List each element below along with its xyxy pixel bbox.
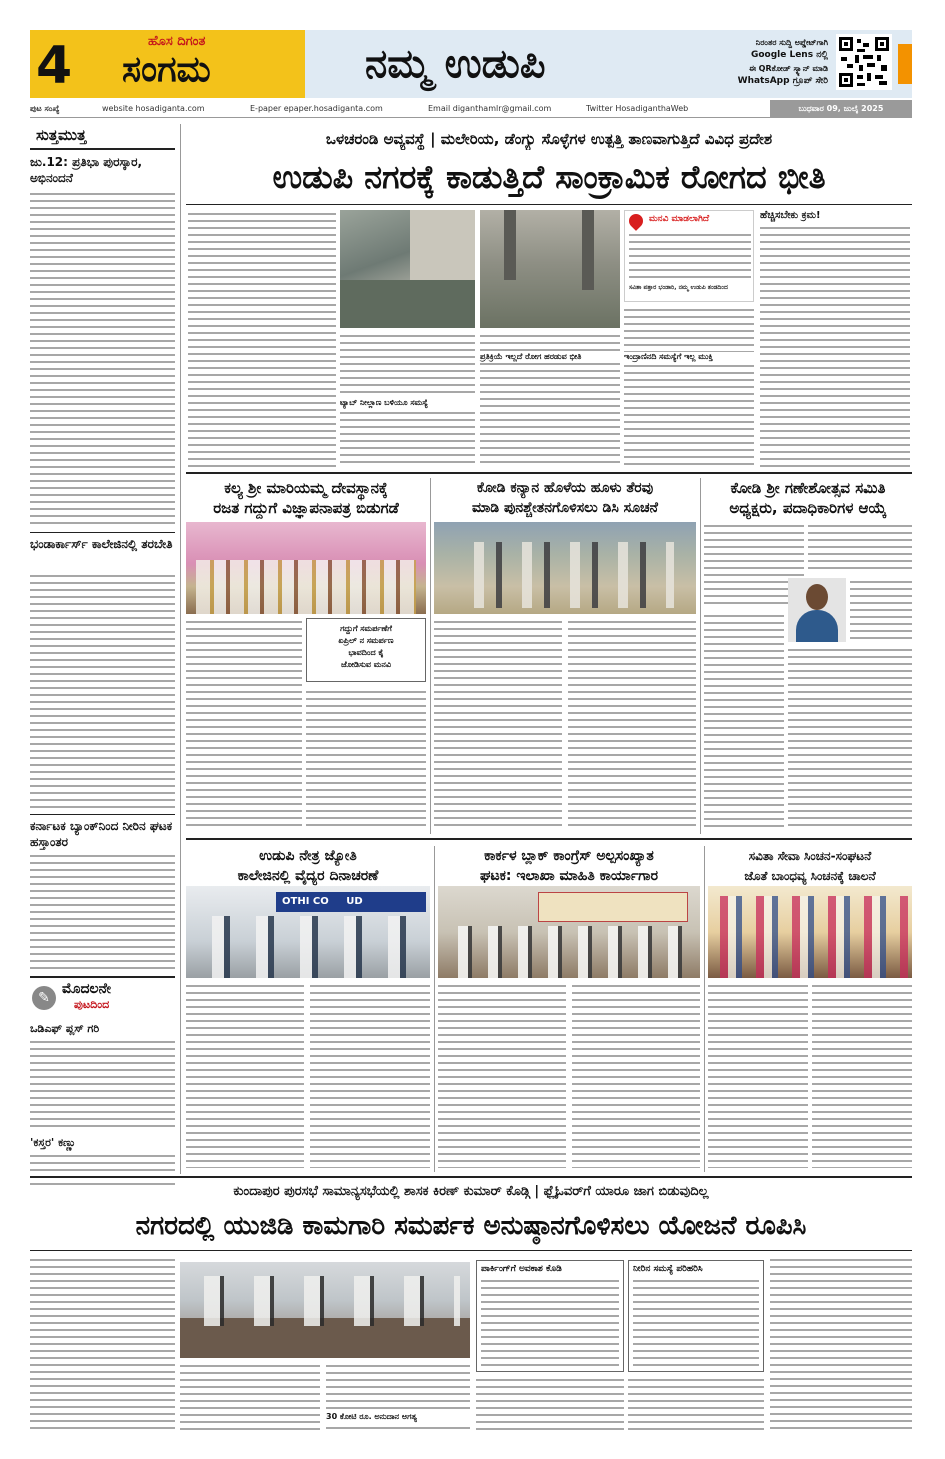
lower-story-2-body-b [572,982,700,1168]
bottom-body-col-3 [326,1362,470,1410]
portrait-head [806,584,828,610]
portrait-body [796,610,838,642]
bottom-body-col-3b [326,1424,470,1430]
column-body-1 [30,1038,175,1130]
sidebar-story-1-body [30,190,175,528]
mid-story-2-body-a [434,618,562,830]
mid-divider-1 [430,478,431,834]
mid-story-2-photo-people [454,542,674,608]
date-label: ಬುಧವಾರ 09, ಜುಲೈ 2025 [770,100,912,118]
bottom-subhead-2: ಪಾರ್ಕಿಂಗ್‌ಗೆ ಅವಕಾಶ ಕೊಡಿ [481,1264,562,1274]
location-pin-icon [626,211,646,231]
lower-story-1-line-2: ಕಾಲೇಜಿನಲ್ಲಿ ವೈದ್ಯರ ದಿನಾಚರಣೆ [237,868,379,884]
mid-story-2-photo [434,522,696,614]
lower-story-3-photo [708,886,912,978]
mid-story-1-box-line-2: ಏಪ್ರಿಲ್ ನ ಸಮರ್ಪಣ [338,636,394,645]
sidebar [30,124,175,1174]
banner-text-2: UD [346,896,363,907]
sidebar-section-title: ಸುತ್ತಮುತ್ತ [36,126,87,144]
column-title-top: ಮೊದಲನೇ [62,981,111,997]
bottom-headline-rule [30,1250,912,1251]
lower-story-1-photo [186,886,430,978]
lead-rule [186,204,912,205]
sidebar-divider-1 [30,532,175,533]
sidebar-divider-2 [30,814,175,815]
lead-photo-1 [340,210,475,328]
mid-story-2-body-b [568,618,696,830]
mid-story-2-line-1: ಕೋಡಿ ಕನ್ಯಾನ ಹೊಳೆಯ ಹೂಳು ತೆರವು [476,480,654,496]
lower-divider-1 [434,846,435,1172]
mid-story-1-box [306,618,426,682]
lower-story-3-people [712,896,908,978]
bottom-body-col-1 [30,1256,175,1430]
lead-photo-2-pipe-2 [582,210,594,290]
column-sub-2: 'ಕಸ್ತರ' ಕಣ್ಣು [30,1136,76,1149]
lower-divider-2 [704,846,705,1172]
bottom-box-2 [628,1260,764,1372]
lower-story-2-line-1: ಕಾರ್ಕಳ ಬ್ಲಾಕ್ ಕಾಂಗ್ರೆಸ್ ಅಲ್ಪಸಂಖ್ಯಾತ [484,848,654,864]
lower-story-1-banner [276,892,426,912]
email-link[interactable]: Email diganthamlr@gmail.com [428,104,552,113]
sidebar-story-2-headline: ಭಂಡಾರ್ಕಾರ್ಸ್ ಕಾಲೇಜಿನಲ್ಲಿ ತರಬೇತಿ [30,537,173,551]
mid-story-3-body-c [808,522,912,574]
column-sub-1: ಒಡಿಎಫ್ ಪ್ಲಸ್ ಗರಿ [30,1022,100,1035]
paper-brand: ಹೊಸ ದಿಗಂತ [148,34,206,49]
sidebar-story-1-headline: ಜು.12: ಪ್ರತಿಭಾ ಪುರಸ್ಕಾರ, ಅಭಿನಂದನೆ [30,155,143,185]
lead-request-box [624,210,754,302]
mid-story-1-box-line-3: ಭಾವದಿಂದ ಕೈ [348,648,384,657]
bottom-body-col-5 [628,1376,764,1430]
lead-body-col-5 [760,224,910,468]
lower-bottom-rule [30,1176,912,1178]
promo-text [680,36,828,88]
qr-code-icon[interactable] [836,34,892,90]
lower-story-2-body-a [438,982,566,1168]
mid-bottom-rule [186,838,912,840]
column-title-bottom: ಪುಟದಿಂದ [74,998,110,1011]
lower-story-1-line-1: ಉಡುಪಿ ನೇತ್ರ ಜ್ಯೋತಿ [259,848,357,864]
lead-bottom-rule [186,472,912,474]
bottom-kicker: ಕುಂದಾಪುರ ಪುರಸಭೆ ಸಾಮಾನ್ಯಸಭೆಯಲ್ಲಿ ಶಾಸಕ ಕಿರಣ್ ಕುಮಾರ್ ಕೊಡ್ಗಿ | ಫ್ಲೈಓವರ್‌ಗೆ ಯಾರೂ ಜಾಗ ಬಿಡುವುದಿಲ್ಲ [233,1184,709,1199]
mid-story-3-body-e [788,646,912,830]
epaper-link[interactable]: E-paper epaper.hosadiganta.com [250,104,383,113]
sidebar-title-rule [30,148,175,150]
bottom-photo-people [190,1276,460,1326]
lead-photo-2 [480,210,620,328]
mid-story-3-line-1: ಕೋಡಿ ಶ್ರೀ ಗಣೇಶೋತ್ಸವ ಸಮಿತಿ [730,479,886,497]
mid-story-3-line-2: ಅಧ್ಯಕ್ಷರು, ಪದಾಧಿಕಾರಿಗಳ ಆಯ್ಕೆ [729,499,887,517]
lead-subhead-3: ಇಂದ್ರಾಣಿನದಿ ಸಮಸ್ಯೆಗೆ ಇಲ್ಲ ಮುಕ್ತಿ [624,352,754,362]
info-left-label: ಪುಟ ಸಂಖ್ಯೆ [30,104,60,113]
lead-subhead-2: ಪ್ರತಿಕ್ರಿಯೆ ಇಲ್ಲದೆ ರೋಗ ಹರಡುವ ಭೀತಿ [480,352,620,362]
lead-photo-2-pipe [504,210,516,280]
column-header [30,976,175,1014]
promo-line-2: Google Lens ನಲ್ಲಿ [750,50,828,60]
lower-story-2-stage-banner [538,892,688,922]
promo-line-4: WhatsApp ಗ್ರೂಪ್ ಸೇರಿ [737,76,828,86]
bottom-body-col-6 [770,1256,912,1430]
mid-story-3-body-d [850,578,912,642]
bottom-box-1 [476,1260,624,1372]
lower-story-3-line-2: ಜೊತೆ ಬಾಂಧವ್ಯ ಸಿಂಚನಕ್ಕೆ ಚಾಲನೆ [744,869,876,883]
mid-story-1-body-b [306,688,426,830]
section-name: ಸಂಗಮ [122,49,211,90]
twitter-link[interactable]: Twitter HosadiganthaWeb [586,104,689,113]
mid-story-1-photo [186,522,426,614]
bottom-box-2-body [633,1277,759,1369]
mid-story-1-headline [186,478,426,518]
bottom-subhead-3: ನೀರಿನ ಸಮಸ್ಯೆ ಪರಿಹರಿಸಿ [633,1264,703,1274]
lower-story-1-body-a [186,982,304,1168]
mid-story-3-headline [704,478,912,518]
lead-box-body [629,231,751,281]
info-bar [30,100,912,118]
page-number: 4 [36,36,73,96]
website-link[interactable]: website hosadiganta.com [102,104,205,113]
lower-story-1-headline [186,846,430,886]
mid-story-3-body-b [704,612,784,830]
city-title: ನಮ್ಮ ಉಡುಪಿ [365,41,546,87]
lower-story-3-body-a [708,982,808,1168]
lower-story-3-body-b [812,982,912,1168]
bottom-box-1-body [481,1277,619,1369]
lead-photo-1-water [340,280,475,328]
mid-story-1-line-1: ಕಲ್ಯ ಶ್ರೀ ಮಾರಿಯಮ್ಮ ದೇವಸ್ಥಾನಕ್ಕೆ [224,479,388,497]
bottom-body-col-4 [476,1376,624,1430]
lead-headline: ಉಡುಪಿ ನಗರಕ್ಕೆ ಕಾಡುತ್ತಿದೆ ಸಾಂಕ್ರಾಮಿಕ ರೋಗದ ಭೀತಿ [272,158,826,196]
lower-story-2-photo [438,886,700,978]
mid-story-1-box-line-1: ಗದ್ದುಗೆ ಸಮರ್ಪಣೆಗೆ [340,624,392,633]
lower-story-3-line-1: ಸವಿತಾ ಸೇವಾ ಸಿಂಚನ-ಸಂಘಟನೆ [748,849,872,863]
lower-story-1-people [196,916,420,978]
mid-story-2-line-2: ಮಾಡಿ ಪುನಶ್ಚೇತನಗೊಳಿಸಲು ಡಿಸಿ ಸೂಚನೆ [472,500,658,516]
mid-divider-2 [700,478,701,834]
mid-story-3-portrait [788,578,846,642]
lead-kicker: ಒಳಚರಂಡಿ ಅವ್ಯವಸ್ಥೆ | ಮಲೇರಿಯ, ಡೆಂಗ್ಯು ಸೊಳ್ಳೆಗಳ ಉತ್ಪತ್ತಿ ತಾಣವಾಗುತ್ತಿದೆ ವಿವಿಧ ಪ್ರದೇಶ [325,130,773,148]
sidebar-vertical-rule [180,124,181,1174]
promo-line-1: ನಿರಂತರ ಸುದ್ದಿ ಅಪ್ಡೇಟ್‌ಗಾಗಿ [755,38,828,47]
lower-story-3-headline [708,846,912,886]
lower-story-2-line-2: ಘಟಕ: ಇಲಾಖಾ ಮಾಹಿತಿ ಕಾರ್ಯಾಗಾರ [479,868,659,884]
sidebar-story-3-body [30,852,175,972]
lead-photo-1-wall [410,210,475,280]
lead-body-col-1 [188,210,336,468]
bottom-subhead-1: 30 ಕೋಟಿ ರೂ. ಅನುದಾನ ಅಗತ್ಯ [326,1412,417,1421]
mid-story-1-box-line-4: ಜೋಡಿಸುವ ಮನವಿ [340,660,392,669]
lower-story-2-headline [438,846,700,886]
bottom-headline: ನಗರದಲ್ಲಿ ಯುಜಿಡಿ ಕಾಮಗಾರಿ ಸಮರ್ಪಕ ಅನುಷ್ಠಾನಗೊಳಿಸಲು ಯೋಜನೆ ರೂಪಿಸಿ [135,1211,807,1241]
lower-story-2-people [448,926,690,978]
bottom-body-col-2 [180,1362,320,1430]
lower-story-1-body-b [310,982,430,1168]
bottom-photo [180,1262,470,1358]
mid-story-2-headline [434,478,696,518]
promo-line-3: ಈ QRಕೋಡ್ ಸ್ಕ್ಯಾನ್ ಮಾಡಿ [748,64,828,73]
lead-byline: ಸವಿತಾ ಪತ್ತಾರ ಭಂಡಾರಿ, ನಮ್ಮ ಉಡುಪಿ ತಂಡದಿಂದ [629,284,728,291]
mid-story-1-line-2: ರಜತ ಗದ್ದುಗೆ ವಿಜ್ಞಾಪನಾಪತ್ರ ಬಿಡುಗಡೆ [213,499,399,517]
sidebar-story-3-headline: ಕರ್ನಾಟಕ ಬ್ಯಾಂಕ್‌ನಿಂದ ನೀರಿನ ಘಟಕ ಹಸ್ತಾಂತರ [30,819,173,849]
pencil-icon: ✎ [32,986,56,1010]
lead-box-label: ಮನವಿ ಮಾಡಲಾಗಿದೆ [649,214,710,224]
mid-story-1-photo-people [196,560,416,614]
lead-body-col-4 [624,306,754,468]
masthead-orange-block [898,44,912,84]
lead-right-subhead: ಹೆಚ್ಚಿಸಬೇಕು ಕ್ರಮ! [760,210,821,221]
masthead [30,30,912,98]
lead-subhead-1: ಟ್ಯಾಬ್ ನೀಲ್ಲಾಣ ಬಳಿಯೂ ಸಮಸ್ಯೆ [340,398,475,408]
sidebar-story-2-body [30,572,175,808]
mid-story-1-body-a [186,618,302,830]
banner-text-1: OTHI CO [282,896,329,907]
